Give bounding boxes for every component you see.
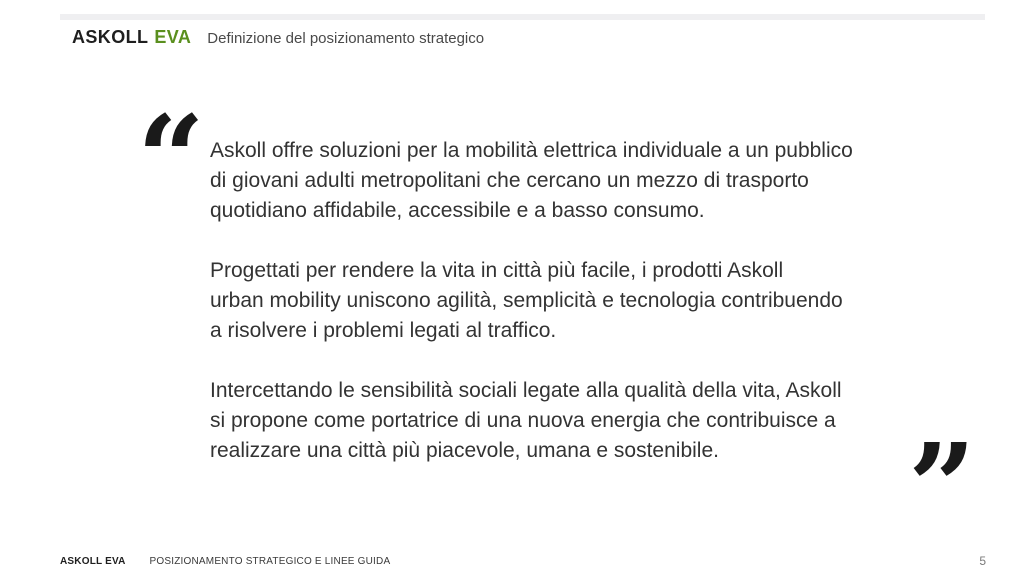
header-subtitle: Definizione del posizionamento strategico xyxy=(207,30,485,47)
quote-paragraph-2: Progettati per rendere la vita in città più facile, i prodotti Askoll urban mobility uniscono agilità, semplicità e tecnologia contribuendo a risolvere i problemi legati al traffico. xyxy=(210,259,843,342)
close-quote-icon: ” xyxy=(908,417,966,556)
page-header xyxy=(72,27,484,51)
page-number: 5 xyxy=(979,554,986,568)
footer-brand: ASKOLL EVA xyxy=(60,555,126,567)
open-quote-icon: “ xyxy=(137,89,195,228)
top-divider xyxy=(60,14,985,20)
quote-body xyxy=(210,136,970,466)
footer-title: POSIZIONAMENTO STRATEGICO E LINEE GUIDA xyxy=(149,555,391,567)
header-brand: ASKOLL xyxy=(72,27,149,47)
header-brand-accent: EVA xyxy=(154,27,192,47)
page-footer xyxy=(60,552,986,570)
quote-paragraph-1: Askoll offre soluzioni per la mobilità elettrica individuale a un pubblico di giovani adulti metropolitani che cercano un mezzo di trasporto quotidiano affidabile, accessibile e a basso consumo. xyxy=(210,139,853,222)
quote-paragraph-3: Intercettando le sensibilità sociali legate alla qualità della vita, Askoll si propone come portatrice di una nuova energia che contribuisce a realizzare una città più piacevole, umana e sostenibile. xyxy=(210,379,842,462)
